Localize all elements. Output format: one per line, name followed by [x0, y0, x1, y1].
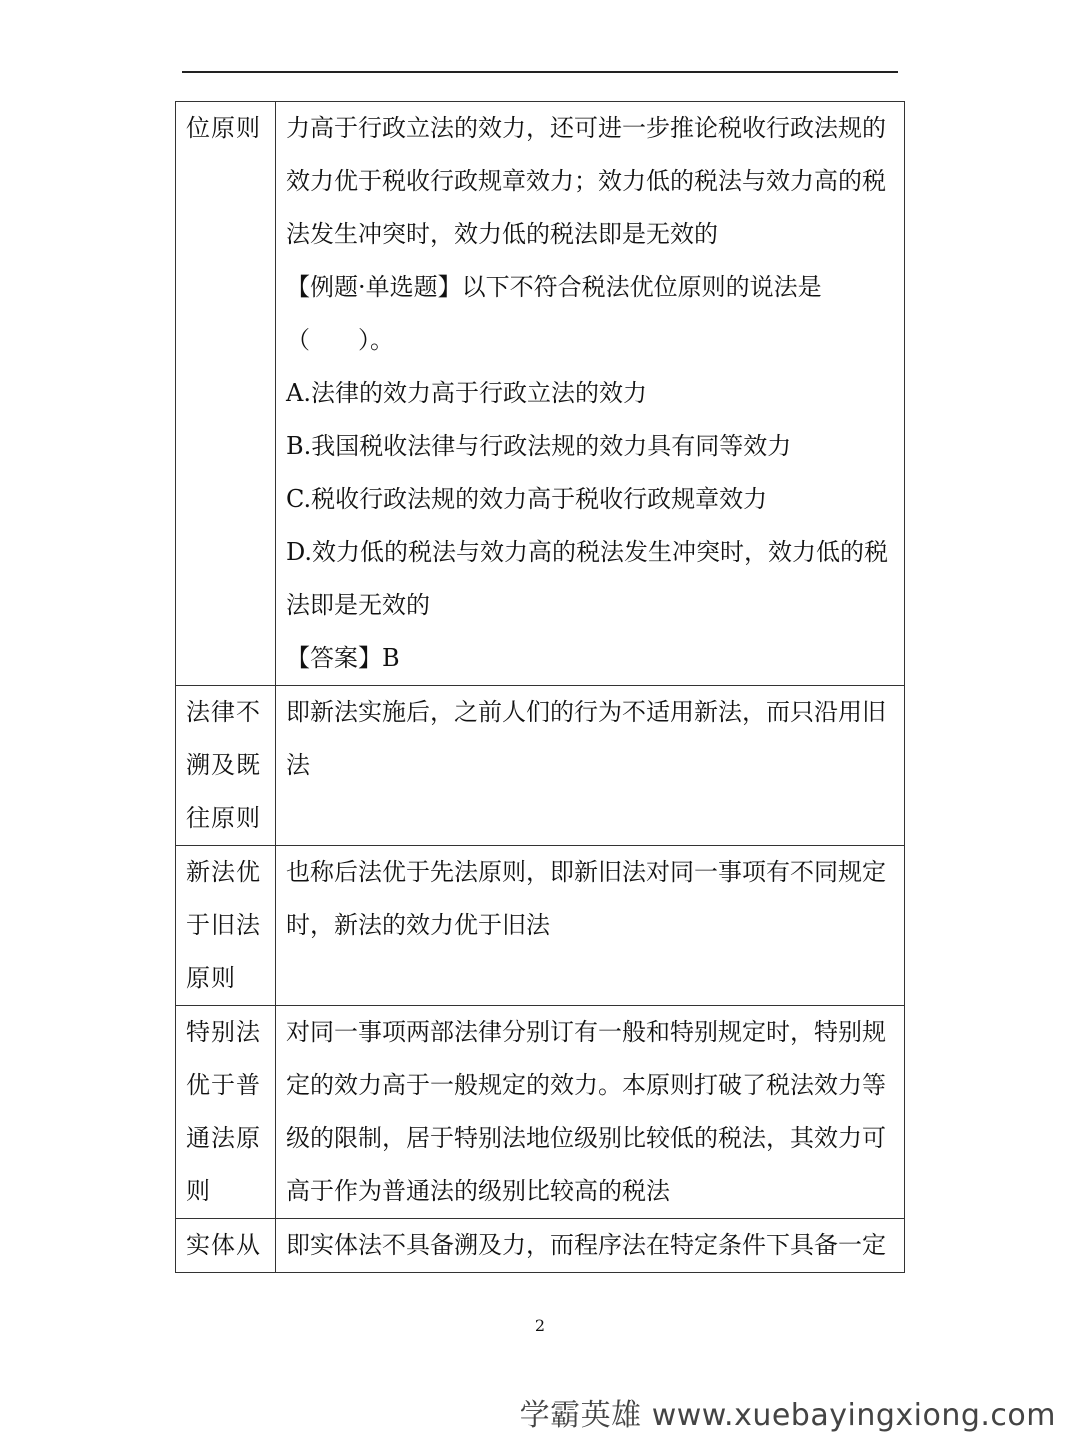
description-line: 时，新法的效力优于旧法 — [286, 911, 550, 939]
principle-name-line: 则 — [186, 1177, 211, 1205]
principle-name-line: 位原则 — [186, 114, 261, 142]
description-line: 级的限制，居于特别法地位级别比较低的税法，其效力可 — [286, 1124, 886, 1152]
principle-name-cell — [176, 686, 276, 846]
description-line: 法 — [286, 751, 310, 779]
principle-name-line: 溯及既 — [186, 751, 261, 779]
principle-name-line: 通法原 — [186, 1124, 261, 1152]
principle-name-line: 往原则 — [186, 804, 261, 832]
site-watermark: 学霸英雄 www.xuebayingxiong.com — [519, 1398, 1056, 1433]
description-line: 力高于行政立法的效力，还可进一步推论税收行政法规的 — [286, 114, 886, 142]
description-line: 【例题·单选题】以下不符合税法优位原则的说法是 — [286, 273, 822, 301]
principle-name-line: 原则 — [186, 964, 236, 992]
page-number: 2 — [534, 1316, 546, 1335]
description-line: 法即是无效的 — [286, 591, 430, 619]
principle-name-cell — [176, 846, 276, 1006]
table-row — [176, 1219, 905, 1273]
principle-name-line: 实体从 — [186, 1231, 261, 1259]
principle-name-line: 于旧法 — [186, 911, 261, 939]
description-line: 也称后法优于先法原则，即新旧法对同一事项有不同规定 — [286, 858, 886, 886]
principle-description-cell — [276, 1219, 905, 1273]
principle-name-cell — [176, 1006, 276, 1219]
header-rule — [182, 71, 898, 73]
description-line: 高于作为普通法的级别比较高的税法 — [286, 1177, 670, 1205]
description-line: 法发生冲突时，效力低的税法即是无效的 — [286, 220, 718, 248]
description-line: 效力优于税收行政规章效力；效力低的税法与效力高的税 — [286, 167, 886, 195]
principle-description-cell — [276, 686, 905, 846]
table-row — [176, 102, 905, 686]
principle-name-cell — [176, 102, 276, 686]
principle-name-line: 特别法 — [186, 1018, 261, 1046]
description-line: 定的效力高于一般规定的效力。本原则打破了税法效力等 — [286, 1071, 886, 1099]
principle-name-line: 法律不 — [186, 698, 261, 726]
description-line: A.法律的效力高于行政立法的效力 — [286, 379, 647, 407]
description-line: 即新法实施后，之前人们的行为不适用新法，而只沿用旧 — [286, 698, 886, 726]
description-line: C.税收行政法规的效力高于税收行政规章效力 — [286, 485, 768, 513]
principle-description-cell — [276, 1006, 905, 1219]
description-line: D.效力低的税法与效力高的税法发生冲突时，效力低的税 — [286, 538, 889, 566]
description-line: B.我国税收法律与行政法规的效力具有同等效力 — [286, 432, 792, 460]
table-row — [176, 846, 905, 1006]
tax-principles-table — [175, 101, 905, 1273]
principle-name-line: 新法优 — [186, 858, 261, 886]
description-line: 【答案】B — [286, 644, 400, 672]
principle-description-cell — [276, 846, 905, 1006]
principle-description-cell — [276, 102, 905, 686]
table-row — [176, 686, 905, 846]
description-line: （ ）。 — [286, 326, 394, 354]
description-line: 即实体法不具备溯及力，而程序法在特定条件下具备一定 — [286, 1231, 886, 1259]
principle-name-cell — [176, 1219, 276, 1273]
description-line: 对同一事项两部法律分别订有一般和特别规定时，特别规 — [286, 1018, 886, 1046]
table-row — [176, 1006, 905, 1219]
principle-name-line: 优于普 — [186, 1071, 261, 1099]
